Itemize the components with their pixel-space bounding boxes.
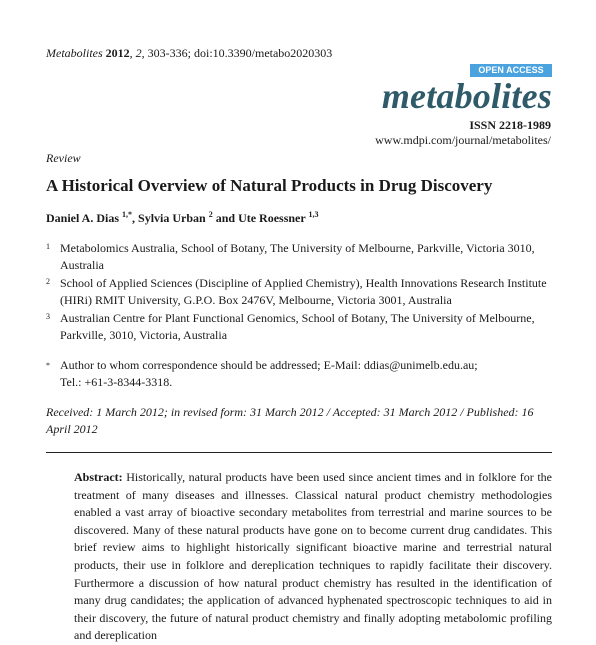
abstract-text: Historically, natural products have been used since ancient times and in folklore for the treatment of many diseases and illnesses. Classical natural product chemistry methodologies enabled a vast array of bioactive secondary metabolites from terrestrial and marine sources to be discovered. Many of these natural products have gone on to become current drug candidates. This brief review aims to highlight historically significant bioactive marine and terrestrial natural products, their use in folklore and dereplication techniques to rapidly facilitate their discovery. Furthermore a discussion of how natural product chemistry has resulted in the identification of many drug candidates; the application of advanced hyphenated spectroscopic techniques to aid in their discovery, the future of natural product chemistry and finally adopting metabolomic profiling and dereplication (74, 470, 553, 643)
affiliation (46, 240, 556, 274)
publication-dates: Received: 1 March 2012; in revised form: 31 March 2012 / Accepted: 31 March 2012 / Published: 16 April 2012 (46, 405, 534, 436)
affiliation-number: 2 (46, 277, 50, 286)
issn: ISSN 2218-1989 (469, 118, 551, 132)
correspondence-text (60, 357, 556, 391)
journal-url[interactable]: www.mdpi.com/journal/metabolites/ (375, 133, 551, 147)
author-name: Daniel A. Dias (46, 211, 120, 225)
paper-title: A Historical Overview of Natural Products in Drug Discovery (46, 176, 493, 195)
journal-logo: metabolites (381, 76, 552, 116)
author-affiliation-mark: 1,3 (308, 210, 319, 219)
author-list: Daniel A. Dias $^{1,*}$, Sylvia Urban $^2$ and Ute Roessner $^{1,3}$ (46, 210, 319, 225)
affiliation-text: School of Applied Sciences (Discipline of Applied Chemistry), Health Innovations Research Institute (HIRi) RMIT University, G.P.O. Box 2476V, Melbourne, Victoria 3001, Australia (60, 276, 547, 307)
abstract (74, 469, 552, 645)
article-type: Review (46, 151, 81, 165)
journal-citation: Metabolites 2012, 2, 303-336; doi:10.3390/metabo2020303 (46, 46, 333, 60)
author-affiliation-mark: 1,* (122, 210, 133, 219)
citation-year: 2012 (105, 46, 130, 60)
affiliation-text: Australian Centre for Plant Functional Genomics, School of Botany, The University of Melbourne, Parkville, 3010, Victoria, Australia (60, 311, 535, 342)
author-affiliation-mark: 2 (208, 210, 213, 219)
affiliation-number: 1 (46, 242, 50, 251)
citation-volume: 2 (135, 46, 142, 60)
divider (46, 452, 552, 453)
author-name: Ute Roessner (238, 211, 306, 225)
correspondence-mark: * (46, 361, 50, 370)
correspondence-line-2: Tel.: +61-3-8344-3318. (60, 375, 173, 389)
citation-journal: Metabolites (46, 46, 103, 60)
affiliation-number: 3 (46, 312, 50, 321)
abstract-label: Abstract: (74, 470, 123, 484)
affiliation-text: Metabolomics Australia, School of Botany, The University of Melbourne, Parkville, Victoria 3010, Australia (60, 241, 535, 272)
correspondence-line-1: Author to whom correspondence should be addressed; E-Mail: ddias@unimelb.edu.au; (60, 358, 478, 372)
author-name: Sylvia Urban (138, 211, 206, 225)
affiliation (46, 275, 556, 309)
open-access-badge: OPEN ACCESS (470, 64, 552, 77)
affiliation (46, 310, 556, 344)
citation-rest: , 303-336; doi:10.3390/metabo2020303 (141, 46, 333, 60)
correspondence-note (46, 357, 556, 391)
